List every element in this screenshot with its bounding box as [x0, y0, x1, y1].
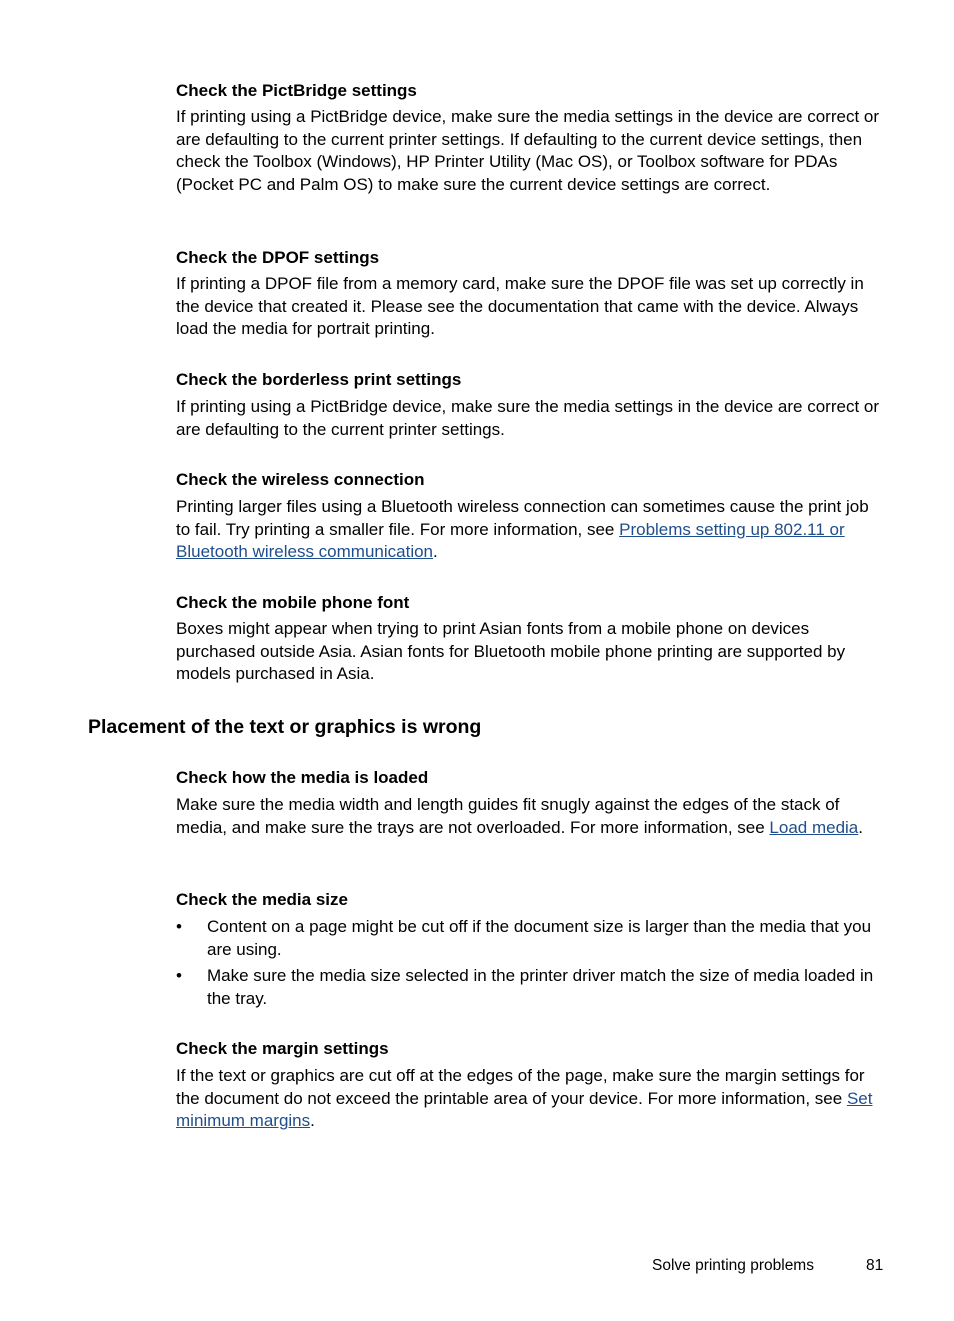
- margins-body: [176, 1065, 886, 1133]
- borderless-heading: Check the borderless print settings: [176, 370, 462, 389]
- dpof-body: If printing a DPOF file from a memory card, make sure the DPOF file was set up correctly in the device that created it. Please see the documentation that came with the device. Always load the media for portrait printing.: [176, 274, 864, 338]
- wireless-heading: Check the wireless connection: [176, 470, 425, 489]
- dpof-heading: Check the DPOF settings: [176, 248, 380, 267]
- wireless-help-link[interactable]: Problems setting up 802.11 or Bluetooth wireless communication: [176, 519, 845, 561]
- wireless-body-end: .: [433, 542, 438, 561]
- placement-heading: Placement of the text or graphics is wrong: [88, 716, 482, 738]
- mobile-font-body: Boxes might appear when trying to print Asian fonts from a mobile phone on devices purchased outside Asia. Asian fonts for Bluetooth mobile phone printing are supported by models purchased in Asia.: [176, 619, 846, 683]
- wireless-body-text: Printing larger files using a Bluetooth wireless connection can sometimes cause the print job to fail. Try printing a smaller file. For more information, see: [176, 497, 869, 539]
- wireless-body: [176, 496, 886, 564]
- mobile-font-heading: Check the mobile phone font: [176, 593, 410, 612]
- margins-text: If the text or graphics are cut off at the edges of the page, make sure the margin settings for the document do not exceed the printable area of your device. For more information, see: [176, 1066, 865, 1108]
- set-margins-link[interactable]: Set minimum margins: [176, 1088, 873, 1130]
- footer-chapter-title: Solve printing problems: [652, 1257, 814, 1274]
- list-item-text: Make sure the media size selected in the printer driver match the size of media loaded in the tray.: [207, 966, 874, 1008]
- page-number: 81: [866, 1257, 884, 1274]
- margins-heading: Check the margin settings: [176, 1039, 389, 1058]
- list-item-text: Content on a page might be cut off if the document size is larger than the media that you are using.: [207, 917, 872, 959]
- borderless-body: If printing using a PictBridge device, make sure the media settings in the device are correct or are defaulting to the current printer settings.: [176, 397, 880, 439]
- media-loaded-body: [176, 794, 886, 839]
- margins-end: .: [310, 1111, 315, 1130]
- media-size-list: [176, 916, 886, 1014]
- bullet-icon: •: [176, 966, 182, 985]
- pictbridge-heading: Check the PictBridge settings: [176, 81, 417, 100]
- media-loaded-text: Make sure the media width and length guides fit snugly against the edges of the stack of media, and make sure the trays are not overloaded. For more information, see: [176, 795, 840, 837]
- list-item: [176, 916, 886, 961]
- media-loaded-heading: Check how the media is loaded: [176, 768, 429, 787]
- pictbridge-body: If printing using a PictBridge device, make sure the media settings in the device are correct or are defaulting to the current printer settings. If defaulting to the current device settings, then check the Toolbox (Windows), HP Printer Utility (Mac OS), or Toolbox software for PDAs (Pocket PC and Palm OS) to make sure the current device settings are correct.: [176, 107, 880, 194]
- load-media-link[interactable]: Load media: [769, 817, 859, 837]
- media-loaded-end: .: [858, 817, 863, 837]
- list-item: [176, 965, 886, 1010]
- media-size-heading: Check the media size: [176, 890, 348, 909]
- bullet-icon: •: [176, 917, 182, 936]
